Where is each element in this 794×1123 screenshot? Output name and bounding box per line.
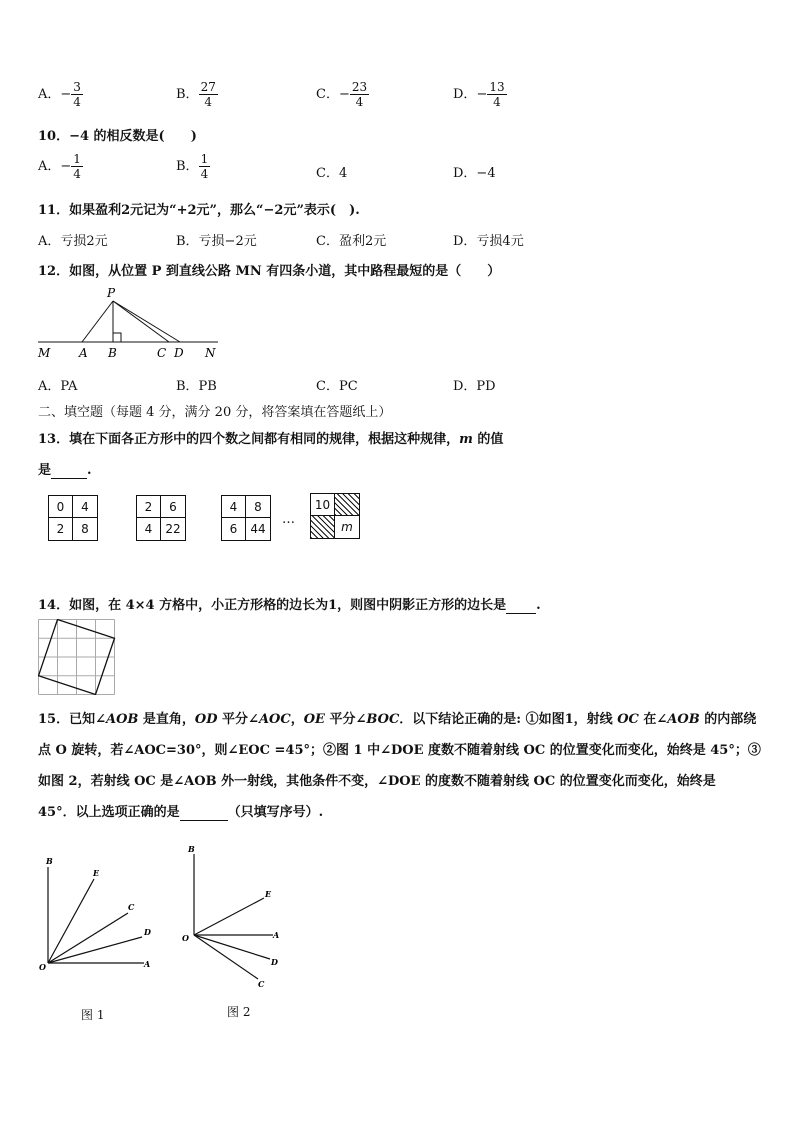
q12-label-b: B bbox=[108, 346, 117, 360]
q13-stem-line2 bbox=[38, 459, 92, 479]
q10-b-num: 1 bbox=[200, 152, 209, 166]
q13-square-2 bbox=[136, 495, 186, 541]
q9-b-label: B． bbox=[176, 87, 199, 102]
q13-square-3 bbox=[221, 495, 271, 541]
q15-l1-c: 平分∠ bbox=[217, 712, 259, 727]
q11-option-c: C．盈利2元 bbox=[316, 234, 387, 249]
q14-stem-text: 14．如图，在 4×4 方格中，小正方形格的边长为1，则图中阴影正方形的边长是 bbox=[38, 598, 507, 613]
q15-aob-2: AOB bbox=[667, 712, 700, 727]
q13-s3-tr: 8 bbox=[246, 496, 270, 518]
q13-s4-br: m bbox=[341, 520, 353, 534]
q13-s3-bl: 6 bbox=[222, 518, 246, 540]
q15-oe: OE bbox=[303, 712, 325, 727]
q9-d-fraction bbox=[487, 80, 506, 109]
q9-c-den: 4 bbox=[355, 95, 364, 109]
q9-a-label: A． bbox=[38, 87, 61, 102]
q15-line2: 点 O 旋转，若∠AOC=30°，则∠EOC =45°；②图 1 中∠DOE 度数不随着射线 OC 的位置变化而变化，始终是 45°；③ bbox=[38, 743, 761, 758]
q10-option-b bbox=[176, 152, 210, 181]
q10-a-label: A． bbox=[38, 159, 61, 174]
q13-s2-tr: 6 bbox=[161, 496, 185, 518]
q12-option-b: B．PB bbox=[176, 379, 217, 394]
q11-option-d: D．亏损4元 bbox=[453, 234, 524, 249]
q15-l1-e: 平分∠ bbox=[324, 712, 367, 727]
fig2-label-d: D bbox=[271, 957, 278, 967]
fig1-label-a: A bbox=[144, 959, 151, 969]
q9-a-fraction bbox=[71, 80, 83, 109]
q15-l4-a: 45°．以上选项正确的是 bbox=[38, 805, 180, 820]
q13-square-1 bbox=[48, 495, 98, 541]
q10-stem: 10．−4 的相反数是( ) bbox=[38, 129, 197, 144]
q11-option-b: B．亏损−2元 bbox=[176, 234, 257, 249]
q15-l1-f: ．以下结论正确的是: ①如图1，射线 bbox=[399, 712, 618, 727]
q9-a-num: 3 bbox=[73, 80, 81, 94]
q10-a-den: 4 bbox=[73, 167, 81, 181]
q9-a-sign: − bbox=[60, 87, 72, 102]
q15-l4-b: （只填写序号）. bbox=[227, 805, 324, 820]
q9-d-label: D． bbox=[453, 87, 477, 102]
q13-s3-br: 44 bbox=[250, 522, 266, 536]
q15-figure-1 bbox=[36, 855, 166, 975]
fig2-label-a: A bbox=[273, 930, 280, 940]
q12-label-m: M bbox=[38, 346, 51, 360]
q9-c-label: C． bbox=[316, 87, 339, 102]
q15-fig1-caption: 图 1 bbox=[81, 1008, 105, 1022]
q13-s4-tl: 10 bbox=[311, 494, 335, 516]
q12-label-p: P bbox=[107, 286, 116, 300]
q9-option-b bbox=[176, 80, 218, 109]
q9-b-den: 4 bbox=[204, 95, 213, 109]
fig1-label-b: B bbox=[46, 856, 53, 866]
q13-s1-bl: 2 bbox=[49, 518, 73, 540]
q15-aob-1: AOB bbox=[105, 712, 139, 727]
q15-aoc: AOC bbox=[258, 712, 291, 727]
q13-line2: 是 bbox=[38, 463, 52, 478]
fig1-label-d: D bbox=[144, 927, 151, 937]
fig2-label-c: C bbox=[258, 979, 265, 989]
q15-l1-h: 的内部绕 bbox=[699, 712, 757, 727]
q9-option-d bbox=[453, 80, 507, 109]
q9-c-sign: − bbox=[338, 87, 350, 102]
q12-label-a: A bbox=[79, 346, 88, 360]
q14-answer-blank bbox=[506, 598, 536, 614]
q13-s2-bl: 4 bbox=[137, 518, 161, 540]
q13-m: m bbox=[459, 432, 473, 447]
q9-d-sign: − bbox=[476, 87, 488, 102]
q10-option-a bbox=[38, 152, 83, 181]
q15-l1-a: 15．已知∠ bbox=[38, 712, 106, 727]
q15-od: OD bbox=[194, 712, 218, 727]
q10-option-d: D．−4 bbox=[453, 166, 496, 181]
q15-answer-blank bbox=[180, 805, 228, 821]
q9-b-num: 27 bbox=[200, 80, 216, 94]
section-heading: 二、填空题（每题 4 分，满分 20 分，将答案填在答题纸上） bbox=[38, 405, 392, 420]
q15-oc: OC bbox=[617, 712, 639, 727]
q15-l1-d: ， bbox=[290, 712, 304, 727]
q13-s1-br: 8 bbox=[81, 522, 89, 536]
q13-s1-tl: 0 bbox=[49, 496, 73, 518]
q13-stem-line1 bbox=[38, 428, 503, 447]
q12-label-d: D bbox=[174, 346, 184, 360]
fig2-label-b: B bbox=[188, 844, 195, 854]
q12-stem: 12．如图，从位置 P 到直线公路 MN 有四条小道，其中路程最短的是（ ） bbox=[38, 264, 501, 279]
q9-option-c bbox=[316, 80, 369, 109]
q10-a-sign: − bbox=[60, 159, 72, 174]
q12-option-c: C．PC bbox=[316, 379, 358, 394]
q14-grid-figure bbox=[38, 619, 116, 695]
q9-d-num: 13 bbox=[489, 80, 505, 94]
q10-b-fraction bbox=[199, 152, 211, 181]
q10-a-fraction bbox=[71, 152, 83, 181]
q13-s4-tr-hatched bbox=[335, 494, 359, 516]
q9-d-den: 4 bbox=[493, 95, 501, 109]
q9-b-fraction bbox=[199, 80, 218, 109]
q9-c-num: 23 bbox=[351, 80, 368, 94]
q9-a-den: 4 bbox=[73, 95, 81, 109]
q15-line4 bbox=[38, 801, 323, 821]
q12-label-c: C bbox=[157, 346, 167, 360]
q13-s2-br: 22 bbox=[165, 522, 181, 536]
q13-s2-tl: 2 bbox=[137, 496, 161, 518]
q13-s1-tr: 4 bbox=[73, 496, 97, 518]
q10-b-label: B． bbox=[176, 159, 199, 174]
q15-l1-b: 是直角， bbox=[138, 712, 195, 727]
q15-line1 bbox=[38, 708, 756, 727]
q15-figure-2 bbox=[178, 842, 288, 992]
q10-b-den: 4 bbox=[200, 167, 209, 181]
q12-figure bbox=[34, 285, 224, 365]
fig2-label-e: E bbox=[265, 889, 272, 899]
q13-stem-part1: 13．填在下面各正方形中的四个数之间都有相同的规律，根据这种规律， bbox=[38, 432, 460, 447]
q14-stem bbox=[38, 594, 541, 614]
q15-l1-g: 在∠ bbox=[638, 712, 668, 727]
q13-s3-tl: 4 bbox=[222, 496, 246, 518]
q12-option-a: A．PA bbox=[38, 379, 78, 394]
q15-fig2-caption: 图 2 bbox=[227, 1005, 251, 1019]
q10-a-num: 1 bbox=[73, 152, 81, 166]
q10-option-c: C．4 bbox=[316, 166, 348, 181]
fig1-label-c: C bbox=[128, 902, 135, 912]
q13-answer-blank bbox=[51, 463, 87, 479]
fig2-label-o: O bbox=[182, 933, 189, 943]
q12-option-d: D．PD bbox=[453, 379, 496, 394]
q11-option-a: A．亏损2元 bbox=[38, 234, 108, 249]
q13-square-4 bbox=[310, 493, 360, 539]
q9-option-a bbox=[38, 80, 83, 109]
fig1-label-e: E bbox=[93, 868, 100, 878]
q9-c-fraction bbox=[350, 80, 369, 109]
q12-label-n: N bbox=[205, 346, 216, 360]
q13-period: . bbox=[87, 463, 92, 478]
q13-s4-bl-hatched bbox=[311, 516, 335, 538]
q14-period: . bbox=[536, 598, 541, 613]
q13-ellipsis: … bbox=[282, 512, 295, 527]
q15-boc: BOC bbox=[366, 712, 400, 727]
q15-line3: 如图 2，若射线 OC 是∠AOB 外一射线，其他条件不变，∠DOE 的度数不随着射线 OC 的位置变化而变化，始终是 bbox=[38, 774, 716, 789]
q11-stem: 11．如果盈利2元记为“+2元”，那么“−2元”表示( ). bbox=[38, 203, 360, 218]
fig1-label-o: O bbox=[39, 962, 46, 972]
q13-stem-part2: 的值 bbox=[472, 432, 504, 447]
